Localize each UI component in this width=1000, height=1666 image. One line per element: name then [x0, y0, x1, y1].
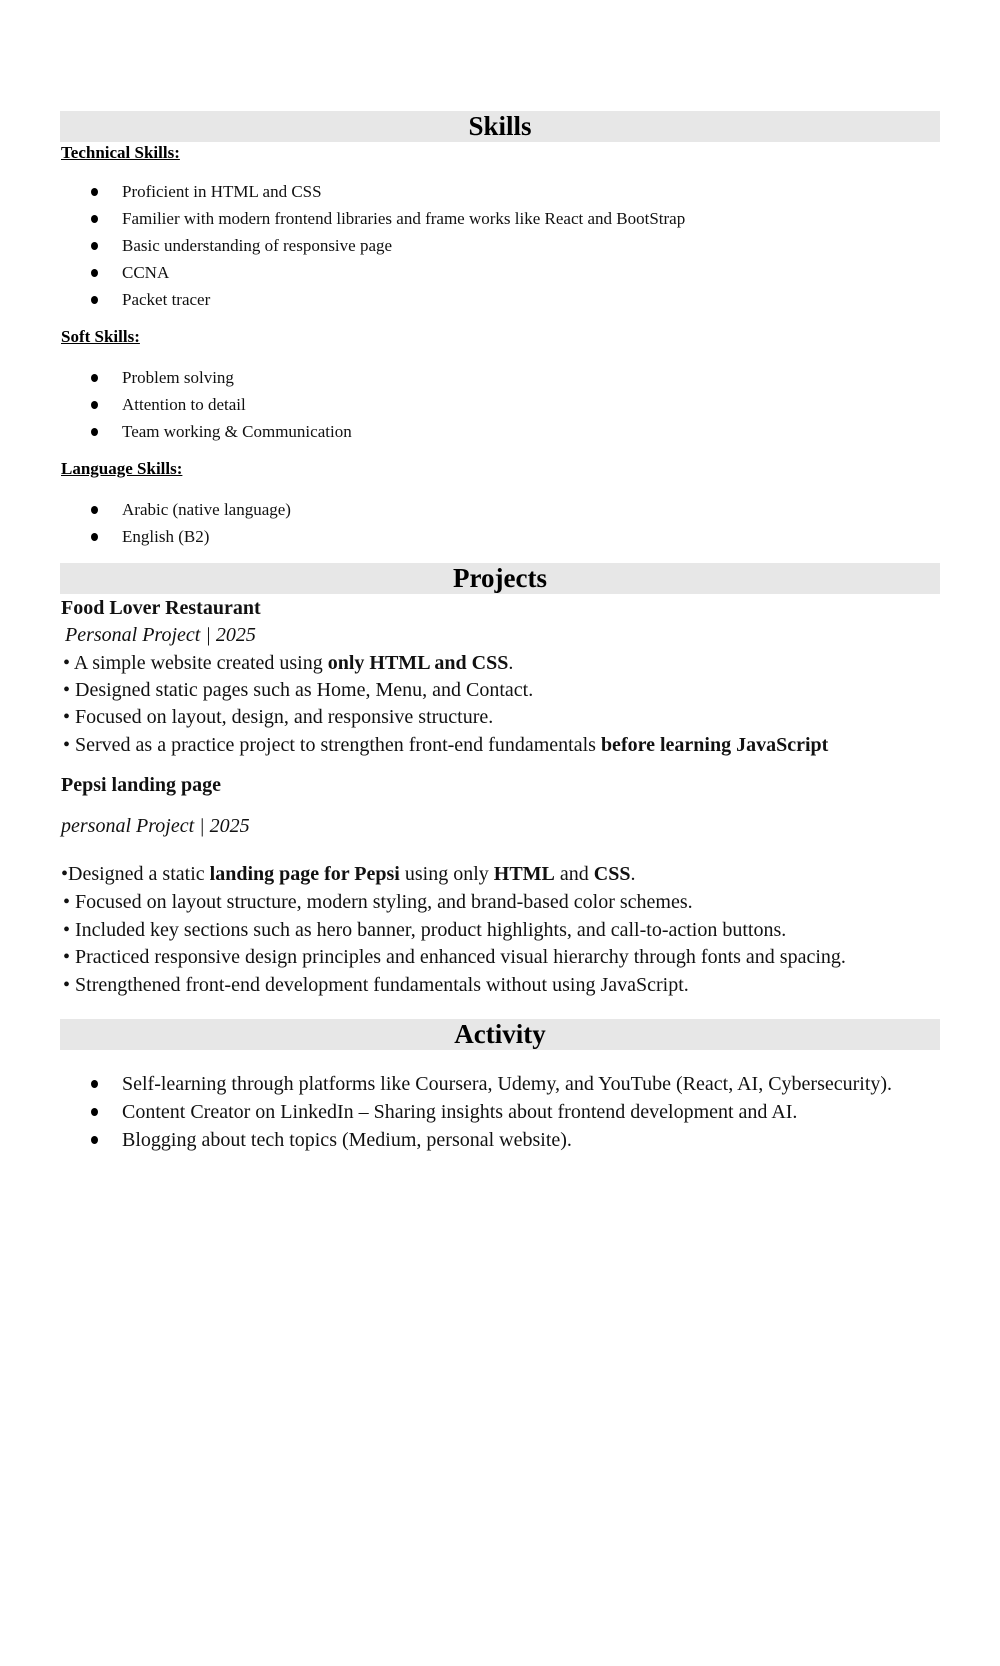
- list-item-text: Arabic (native language): [122, 500, 291, 519]
- list-item-text: Blogging about tech topics (Medium, personal website).: [122, 1129, 572, 1151]
- bullet-text: .: [630, 863, 636, 885]
- list-item-text: Self-learning through platforms like Coursera, Udemy, and YouTube (React, AI, Cybersecurity).: [122, 1073, 893, 1095]
- bullet-icon: [91, 242, 98, 250]
- bullet-icon: •: [63, 734, 76, 756]
- list-item-text: CCNA: [122, 263, 170, 282]
- project-subtitle: personal Project | 2025: [61, 815, 250, 837]
- language-skills-label: Language Skills:: [61, 459, 183, 478]
- bullet-text: Designed static pages such as Home, Menu, and Contact.: [75, 679, 534, 701]
- project-bullet: [63, 973, 689, 997]
- soft-skills-label: Soft Skills:: [61, 327, 140, 346]
- project-bullet: [61, 862, 635, 886]
- bullet-icon: [91, 188, 98, 196]
- bullet-icon: •: [63, 652, 74, 674]
- list-item-text: Packet tracer: [122, 290, 211, 309]
- activity-heading-text: Activity: [454, 1019, 546, 1049]
- bullet-icon: [91, 533, 98, 541]
- bullet-icon: [91, 1136, 98, 1144]
- project-bullet: [63, 678, 533, 702]
- project-bullet: [63, 733, 828, 757]
- bullet-text: using only: [399, 863, 494, 885]
- bullet-text: Focused on layout, design, and responsive structure.: [75, 706, 494, 728]
- bullet-text-bold: before learning JavaScript: [600, 734, 829, 756]
- bullet-icon: •: [63, 679, 76, 701]
- bullet-icon: •: [63, 891, 76, 913]
- project-title: Pepsi landing page: [61, 774, 222, 796]
- bullet-icon: [91, 1108, 98, 1116]
- bullet-text-bold: only HTML and CSS: [327, 652, 509, 674]
- bullet-text-bold: HTML: [493, 863, 555, 885]
- bullet-icon: [91, 1080, 98, 1088]
- activity-section-heading: [60, 1019, 940, 1050]
- skills-heading-text: Skills: [468, 111, 532, 141]
- bullet-icon: [91, 215, 98, 223]
- bullet-text: Designed a static: [68, 863, 210, 885]
- project-bullet: [63, 651, 513, 675]
- bullet-icon: •: [63, 974, 76, 996]
- project-bullet: [63, 918, 786, 942]
- bullet-text: .: [508, 652, 514, 674]
- skills-section-heading: [60, 111, 940, 142]
- project-subtitle: Personal Project | 2025: [65, 624, 256, 646]
- bullet-icon: [91, 269, 98, 277]
- bullet-text: A simple website created using: [73, 652, 328, 674]
- project-bullet: [63, 945, 846, 969]
- bullet-text-bold: CSS: [593, 863, 631, 885]
- bullet-text: and: [554, 863, 594, 885]
- bullet-text: Included key sections such as hero banner, product highlights, and call-to-action buttons.: [75, 919, 787, 941]
- bullet-icon: •: [63, 946, 76, 968]
- bullet-icon: [91, 296, 98, 304]
- bullet-icon: •: [61, 863, 69, 885]
- bullet-icon: [91, 428, 98, 436]
- bullet-text: Focused on layout structure, modern styling, and brand-based color schemes.: [75, 891, 693, 913]
- list-item-text: Basic understanding of responsive page: [122, 236, 393, 255]
- list-item-text: Team working & Communication: [122, 422, 352, 441]
- bullet-text: Served as a practice project to strengthen front-end fundamentals: [75, 734, 601, 756]
- technical-skills-label: Technical Skills:: [61, 143, 180, 162]
- list-item-text: Attention to detail: [122, 395, 246, 414]
- project-title: Food Lover Restaurant: [61, 597, 261, 619]
- project-bullet: [63, 890, 693, 914]
- list-item-text: Familier with modern frontend libraries and frame works like React and BootStrap: [122, 209, 686, 228]
- bullet-text: Practiced responsive design principles and enhanced visual hierarchy through fonts and spacing.: [75, 946, 846, 968]
- bullet-icon: [91, 401, 98, 409]
- project-bullet: [63, 705, 493, 729]
- list-item-text: Content Creator on LinkedIn – Sharing insights about frontend development and AI.: [122, 1101, 798, 1123]
- bullet-icon: [91, 506, 98, 514]
- bullet-icon: •: [63, 706, 76, 728]
- projects-section-heading: [60, 563, 940, 594]
- list-item-text: Problem solving: [122, 368, 234, 387]
- list-item-text: English (B2): [122, 527, 210, 546]
- list-item-text: Proficient in HTML and CSS: [122, 182, 322, 201]
- projects-heading-text: Projects: [453, 563, 547, 593]
- bullet-icon: [91, 374, 98, 382]
- bullet-text-bold: landing page for Pepsi: [209, 863, 400, 885]
- bullet-text: Strengthened front-end development fundamentals without using JavaScript.: [75, 974, 689, 996]
- bullet-icon: •: [63, 919, 76, 941]
